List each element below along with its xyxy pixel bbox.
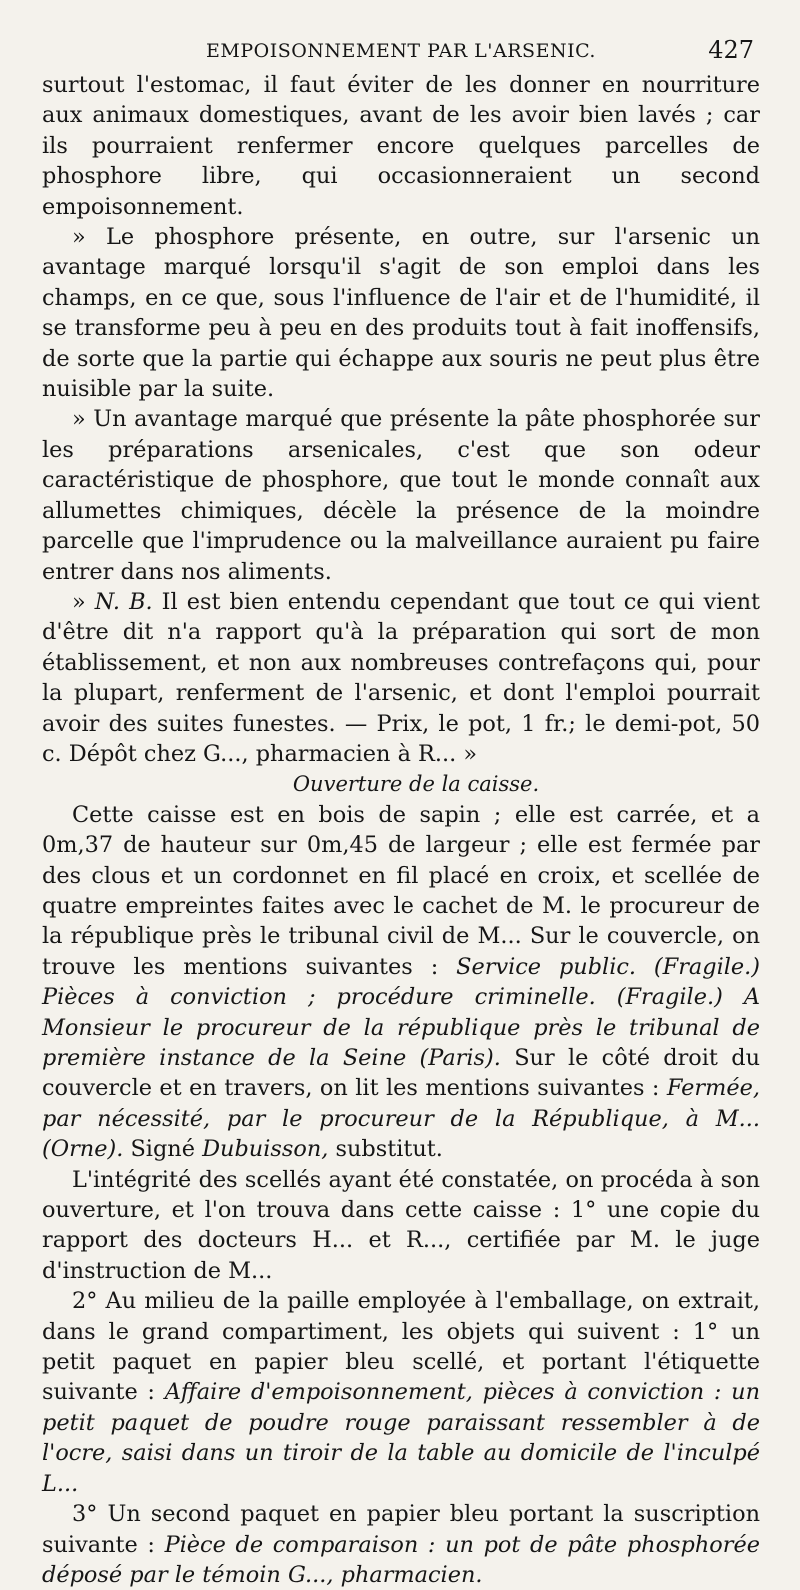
paragraph-2: » Le phosphore présente, en outre, sur l'arsenic un avantage marqué lorsqu'il s'agit de son emploi dans les champs, en ce que, sous l'influence de l'air et de l'humidité, il se transforme peu à peu en des produits tout à fait inoffensifs, de sorte que la partie qui échappe aux souris ne peut plus être nuisible par la suite. bbox=[42, 224, 760, 403]
body-text bbox=[42, 70, 760, 1590]
paragraph-8 bbox=[42, 1499, 760, 1590]
paragraph-5-text-d: substitut. bbox=[328, 1136, 443, 1163]
paragraph-3: » Un avantage marqué que présente la pâte phosphorée sur les préparations arsenicales, c'est que son odeur caractéristique de phosphore, que tout le monde connaît aux allumettes chimiques, décèle la présence de la moindre parcelle que l'imprudence ou la malveillance auraient pu faire entrer dans nos aliments. bbox=[42, 406, 760, 585]
paragraph-1: surtout l'estomac, il faut éviter de les donner en nourriture aux animaux domestiques, avant de les avoir bien lavés ; car ils pourraient renfermer encore quelques parcelles de phosphore libre, qui occasionneraient un second empoisonnement. bbox=[42, 72, 760, 220]
paragraph-7-text: 2° Au milieu de la paille employée à l'emballage, on extrait, dans le grand compartiment, les objets qui suivent : 1° un petit paquet en papier bleu scellé, et portant l'étiquette suivante : bbox=[42, 1288, 760, 1406]
section-heading: Ouverture de la caisse. bbox=[292, 772, 540, 797]
paragraph-7 bbox=[42, 1286, 760, 1499]
paragraph-8-italic: Pièce de comparaison : un pot de pâte phosphorée déposé par le témoin G..., pharmacien. bbox=[42, 1531, 760, 1588]
paragraph-5 bbox=[42, 800, 760, 1165]
nota-bene: N. B. bbox=[94, 588, 153, 615]
paragraph-5-text-b: Sur le côté droit du couvercle et en travers, on lit les mentions suivantes : bbox=[42, 1045, 760, 1102]
paragraph-8-text: 3° Un second paquet en papier bleu portant la suscription suivante : bbox=[42, 1501, 760, 1558]
paragraph-5-italic-3: Dubuisson, bbox=[202, 1136, 329, 1163]
page-number: 427 bbox=[708, 36, 754, 64]
paragraph-5-italic-1: Service public. (Fragile.) Pièces à conviction ; procédure criminelle. (Fragile.) A Monsieur le procureur de la république près le tribunal de première instance de la Seine (Paris). bbox=[42, 953, 761, 1071]
running-head bbox=[42, 30, 760, 70]
paragraph-4 bbox=[42, 587, 760, 769]
paragraph-5-text-c: Signé bbox=[123, 1136, 203, 1163]
paragraph-4-text: Il est bien entendu cependant que tout ce qui vient d'être dit n'a rapport qu'à la préparation qui sort de mon établissement, et non aux nombreuses contrefaçons qui, pour la plupart, renferment de l'arsenic, et dont l'emploi pourrait avoir des suites funestes. — Prix, le pot, 1 fr.; le demi-pot, 50 c. Dépôt chez G..., pharmacien à R... » bbox=[42, 588, 760, 767]
paragraph-6: L'intégrité des scellés ayant été constatée, on procéda à son ouverture, et l'on trouva dans cette caisse : 1° une copie du rapport des docteurs H... et R..., certifiée par M. le juge d'instruction de M... bbox=[42, 1166, 760, 1284]
paragraph-7-italic: Affaire d'empoisonnement, pièces à conviction : un petit paquet de poudre rouge paraissant ressembler à de l'ocre, saisi dans un tiroir de la table au domicile de l'inculpé L... bbox=[42, 1379, 760, 1497]
running-title: EMPOISONNEMENT PAR L'ARSENIC. bbox=[206, 40, 596, 62]
paragraph-5-text-a: Cette caisse est en bois de sapin ; elle est carrée, et a 0m,37 de hauteur sur 0m,45 de largeur ; elle est fermée par des clous et un cordonnet en fil placé en croix, et scellée de quatre empreintes faites avec le cachet de M. le procureur de la république près le tribunal civil de M... Sur le couvercle, on trouve les mentions suivantes : bbox=[42, 801, 760, 980]
paragraph-5-italic-2: Fermée, par nécessité, par le procureur de la République, à M... (Orne). bbox=[42, 1075, 760, 1163]
quote-mark: » bbox=[72, 588, 95, 615]
